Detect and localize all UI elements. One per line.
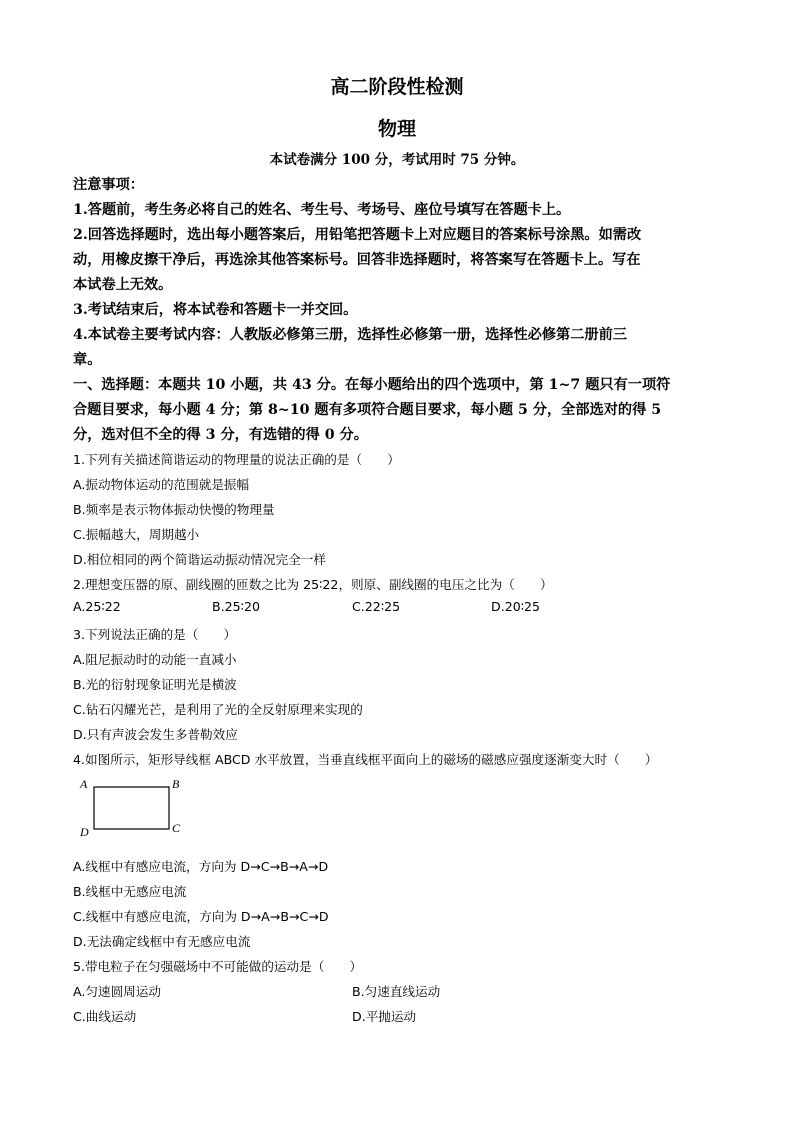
score-info: 本试卷满分 100 分，考试用时 75 分钟。 [269,152,525,168]
q2-option-c: C.22∶25 [352,599,401,614]
q3-option-b: B.光的衍射现象证明光是横波 [73,677,237,692]
q3-stem: 3.下列说法正确的是（ ） [73,627,237,642]
note-item-2-line-2: 动，用橡皮擦干净后，再选涂其他答案标号。回答非选择题时，将答案写在答题卡上。写在 [73,252,641,268]
q2-option-d: D.20∶25 [491,599,541,614]
frame-label-c: C [172,821,181,835]
q1-option-a: A.振动物体运动的范围就是振幅 [73,477,250,492]
q4-option-c: C.线框中有感应电流，方向为 D→A→B→C→D [73,909,329,924]
q2-option-a: A.25∶22 [73,599,121,614]
q2-stem: 2.理想变压器的原、副线圈的匝数之比为 25∶22，则原、副线圈的电压之比为（ ） [73,577,553,592]
q4-option-a: A.线框中有感应电流，方向为 D→C→B→A→D [73,859,329,874]
q1-option-b: B.频率是表示物体振动快慢的物理量 [73,502,275,517]
q1-option-d: D.相位相同的两个简谐运动振动情况完全一样 [73,552,326,567]
q1-option-c: C.振幅越大，周期越小 [73,527,200,542]
q3-option-a: A.阻尼振动时的动能一直减小 [73,652,237,667]
q5-option-b: B.匀速直线运动 [352,984,441,999]
q4-stem: 4.如图所示，矩形导线框 ABCD 水平放置，当垂直线框平面向上的磁场的磁感应强度逐渐变大时（ ） [73,752,658,767]
section-heading-line-2: 合题目要求，每小题 4 分；第 8~10 题有多项符合题目要求，每小题 5 分，全部选对的得 5 [73,402,662,418]
frame-label-a: A [80,777,88,791]
q2-option-b: B.25∶20 [212,599,260,614]
notes-heading: 注意事项： [73,177,144,193]
q3-option-d: D.只有声波会发生多普勒效应 [73,727,238,742]
note-item-1: 1.答题前，考生务必将自己的姓名、考生号、考场号、座位号填写在答题卡上。 [73,202,571,218]
q5-option-c: C.曲线运动 [73,1009,137,1024]
note-item-2-line-3: 本试卷上无效。 [73,277,173,293]
q5-stem: 5.带电粒子在匀强磁场中不可能做的运动是（ ） [73,959,363,974]
q5-option-a: A.匀速圆周运动 [73,984,161,999]
q4-option-b: B.线框中无感应电流 [73,884,187,899]
q4-option-d: D.无法确定线框中有无感应电流 [73,934,251,949]
exam-subject: 物理 [377,118,416,140]
q3-option-c: C.钻石闪耀光芒，是利用了光的全反射原理来实现的 [73,702,363,717]
q5-option-d: D.平抛运动 [352,1009,417,1024]
frame-label-b: B [172,777,180,791]
exam-title: 高二阶段性检测 [330,76,464,98]
note-item-4-line-1: 4.本试卷主要考试内容：人教版必修第三册，选择性必修第一册，选择性必修第二册前三 [73,327,627,343]
note-item-2-line-1: 2.回答选择题时，选出每小题答案后，用铅笔把答题卡上对应题目的答案标号涂黑。如需改 [73,227,642,243]
note-item-4-line-2: 章。 [73,352,102,368]
wire-frame-rectangle [76,777,186,837]
frame-label-d: D [80,825,89,839]
rectangular-wire-frame-figure [76,777,186,837]
section-heading-line-1: 一、选择题：本题共 10 小题，共 43 分。在每小题给出的四个选项中，第 1~7 题只有一项符 [73,377,671,393]
note-item-3: 3.考试结束后，将本试卷和答题卡一并交回。 [73,302,358,318]
section-heading-line-3: 分，选对但不全的得 3 分，有选错的得 0 分。 [73,427,368,443]
q1-stem: 1.下列有关描述简谐运动的物理量的说法正确的是（ ） [73,452,400,467]
